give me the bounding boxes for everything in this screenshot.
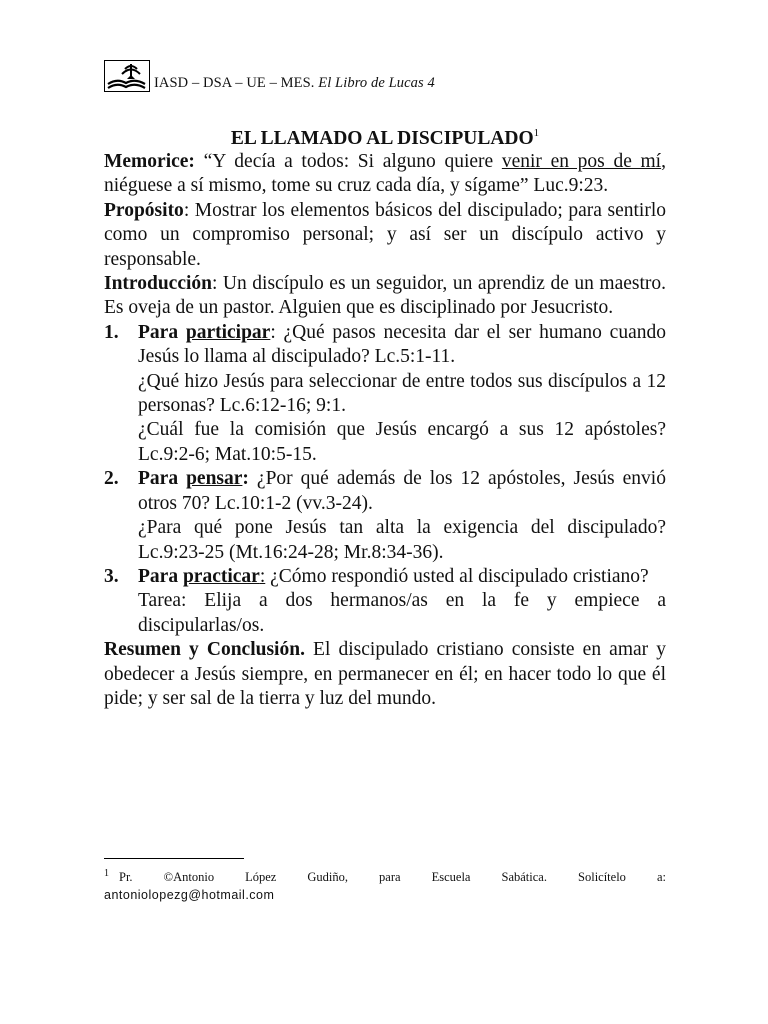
list-item	[104, 321, 666, 467]
footnote-divider	[104, 858, 244, 859]
memorice-after: , niéguese a sí mismo, tome su cruz cada día, y sígame” Luc.9:23.	[104, 151, 666, 197]
memorice-before: “Y decía a todos: Si alguno quiere	[194, 151, 502, 172]
list-item	[104, 565, 666, 638]
footnote-marker: 1	[104, 868, 109, 879]
header-text	[154, 76, 435, 92]
item-number: 1.	[104, 321, 119, 343]
item-question-text: ¿Por qué además de los 12 apóstoles, Jesús envió otros 70? Lc.10:1-2 (vv.3-24).	[138, 468, 666, 514]
memorice-paragraph	[104, 150, 666, 199]
item-colon: :	[259, 565, 266, 587]
memorice-underlined: venir en pos de mí	[501, 151, 662, 172]
document-page	[104, 58, 666, 711]
item-question	[138, 565, 666, 589]
item-question	[138, 467, 666, 516]
page-title	[104, 122, 666, 150]
proposito-label: Propósito	[104, 199, 184, 221]
item-lead: Para	[138, 321, 186, 343]
list-item	[104, 467, 666, 565]
introduccion-paragraph	[104, 272, 666, 321]
introduccion-text: : Un discípulo es un seguidor, un aprendiz de un maestro. Es oveja de un pastor. Alguien que es disciplinado por Jesucristo.	[104, 273, 666, 319]
item-extra: ¿Qué hizo Jesús para seleccionar de entre todos sus discípulos a 12 personas? Lc.6:12-16; 9:1.	[138, 370, 666, 417]
resumen-text: El discipulado cristiano consiste en amar y obedecer a Jesús siempre, en permanecer en él; en hacer todo lo que él pide; y ser sal de la tierra y luz del mundo.	[104, 639, 666, 709]
church-logo-icon	[104, 60, 150, 92]
title-footnote-ref: 1	[533, 127, 540, 139]
item-lead: Para	[138, 565, 183, 587]
question-list	[104, 321, 666, 638]
item-extra: Tarea: Elija a dos hermanos/as en la fe y empiece a discipularlas/os.	[138, 590, 666, 636]
proposito-text: : Mostrar los elementos básicos del discipulado; para sentirlo como un compromiso personal; y así ser un discípulo activo y responsable.	[104, 199, 666, 270]
item-keyword: participar	[185, 321, 271, 343]
header-book-title: El Libro de Lucas 4	[318, 75, 435, 91]
item-colon: :	[242, 468, 249, 490]
item-keyword: practicar	[182, 565, 260, 587]
item-number: 3.	[104, 565, 119, 587]
page-header	[104, 58, 666, 92]
item-question-text: ¿Cómo respondió usted al discipulado cristiano?	[265, 565, 649, 587]
title-text: EL LLAMADO AL DISCIPULADO	[230, 128, 534, 149]
item-colon: :	[270, 321, 276, 343]
item-number: 2.	[104, 468, 119, 490]
item-extra: ¿Cuál fue la comisión que Jesús encargó a sus 12 apóstoles? Lc.9:2-6; Mat.10:5-15.	[138, 419, 666, 465]
footnote-email: antoniolopezg@hotmail.com	[104, 888, 275, 902]
footnote	[104, 865, 666, 904]
item-question-text: ¿Qué pasos necesita dar el ser humano cuando Jesús lo llama al discipulado? Lc.5:1-11.	[138, 321, 666, 368]
header-prefix: IASD – DSA – UE – MES.	[154, 75, 315, 91]
item-keyword: pensar	[186, 468, 243, 490]
item-lead: Para	[138, 468, 187, 490]
item-question	[138, 321, 666, 370]
resumen-label: Resumen y Conclusión.	[104, 639, 305, 661]
document-body	[104, 150, 666, 711]
introduccion-label: Introducción	[104, 273, 212, 295]
item-extra: ¿Para qué pone Jesús tan alta la exigencia del discipulado? Lc.9:23-25 (Mt.16:24-28; Mr.8:34-36).	[138, 517, 666, 563]
memorice-label: Memorice:	[104, 151, 195, 172]
proposito-paragraph	[104, 199, 666, 272]
footnote-line	[104, 865, 666, 886]
resumen-paragraph	[104, 638, 666, 711]
footnote-text: Pr. ©Antonio López Gudiño, para Escuela Sabática. Solicítelo a:	[119, 870, 666, 884]
